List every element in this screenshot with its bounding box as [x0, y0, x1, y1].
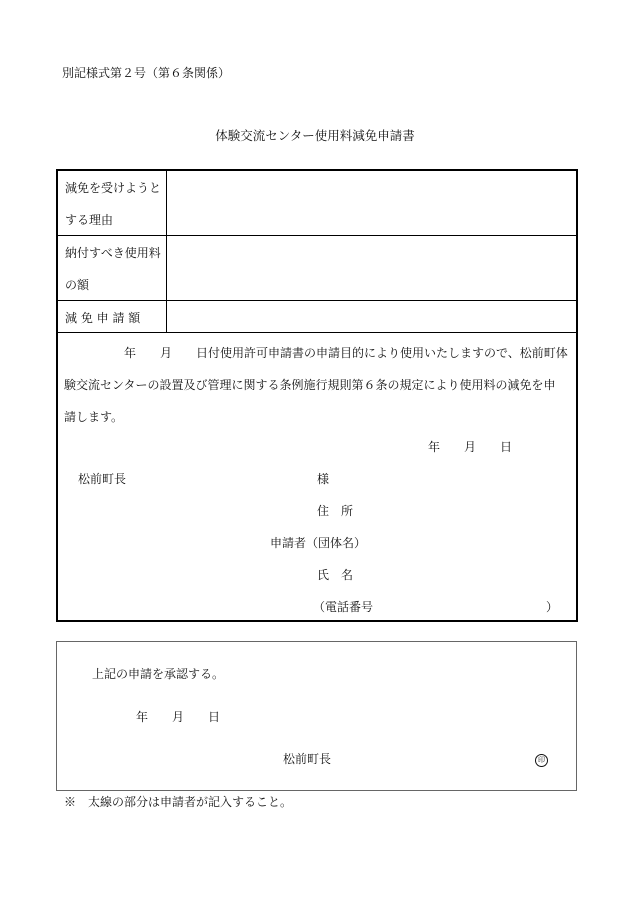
fee-input-cell[interactable] — [168, 237, 574, 299]
statement-line-3: 請します。 — [64, 410, 124, 424]
applicant-label: 申請者（団体名） — [270, 536, 367, 550]
document-title: 体験交流センター使用料減免申請書 — [215, 128, 415, 143]
application-form-box — [56, 169, 578, 622]
reason-input-cell[interactable] — [168, 172, 574, 234]
statement-line-1: 年 月 日付使用許可申請書の申請目的により使用いたしますので、松前町体 — [124, 346, 568, 360]
reduction-amount-input-cell[interactable] — [168, 302, 574, 331]
phone-label: （電話番号 — [313, 600, 374, 614]
statement-line-2: 験交流センターの設置及び管理に関する条例施行規則第６条の規定により使用料の減免を申 — [64, 378, 556, 392]
application-date: 年 月 日 — [428, 440, 513, 454]
row-divider — [58, 300, 576, 301]
reduction-amount-label: 減 免 申 請 額 — [65, 311, 141, 325]
approval-date: 年 月 日 — [136, 710, 221, 724]
row-divider — [58, 332, 576, 333]
seal-mark — [535, 752, 548, 767]
approval-text: 上記の申請を承認する。 — [92, 667, 225, 681]
honorific: 様 — [317, 472, 330, 486]
row-divider — [58, 235, 576, 236]
footnote: ※ 太線の部分は申請者が記入すること。 — [64, 795, 293, 809]
form-number-label: 別記様式第２号（第６条関係） — [62, 66, 231, 80]
addressee: 松前町長 — [78, 472, 127, 486]
name-label: 氏 名 — [317, 568, 354, 582]
seal-icon: 印 — [535, 754, 548, 767]
approval-mayor: 松前町長 — [283, 752, 332, 766]
column-divider — [166, 171, 167, 332]
reason-label-line1: 減免を受けようと — [65, 181, 162, 195]
fee-label-line1: 納付すべき使用料 — [65, 246, 161, 260]
approval-box — [56, 641, 577, 791]
address-label: 住 所 — [317, 504, 354, 518]
phone-close-paren: ） — [546, 600, 559, 614]
fee-label-line2: の額 — [65, 278, 90, 292]
reason-label-line2: する理由 — [65, 213, 114, 227]
